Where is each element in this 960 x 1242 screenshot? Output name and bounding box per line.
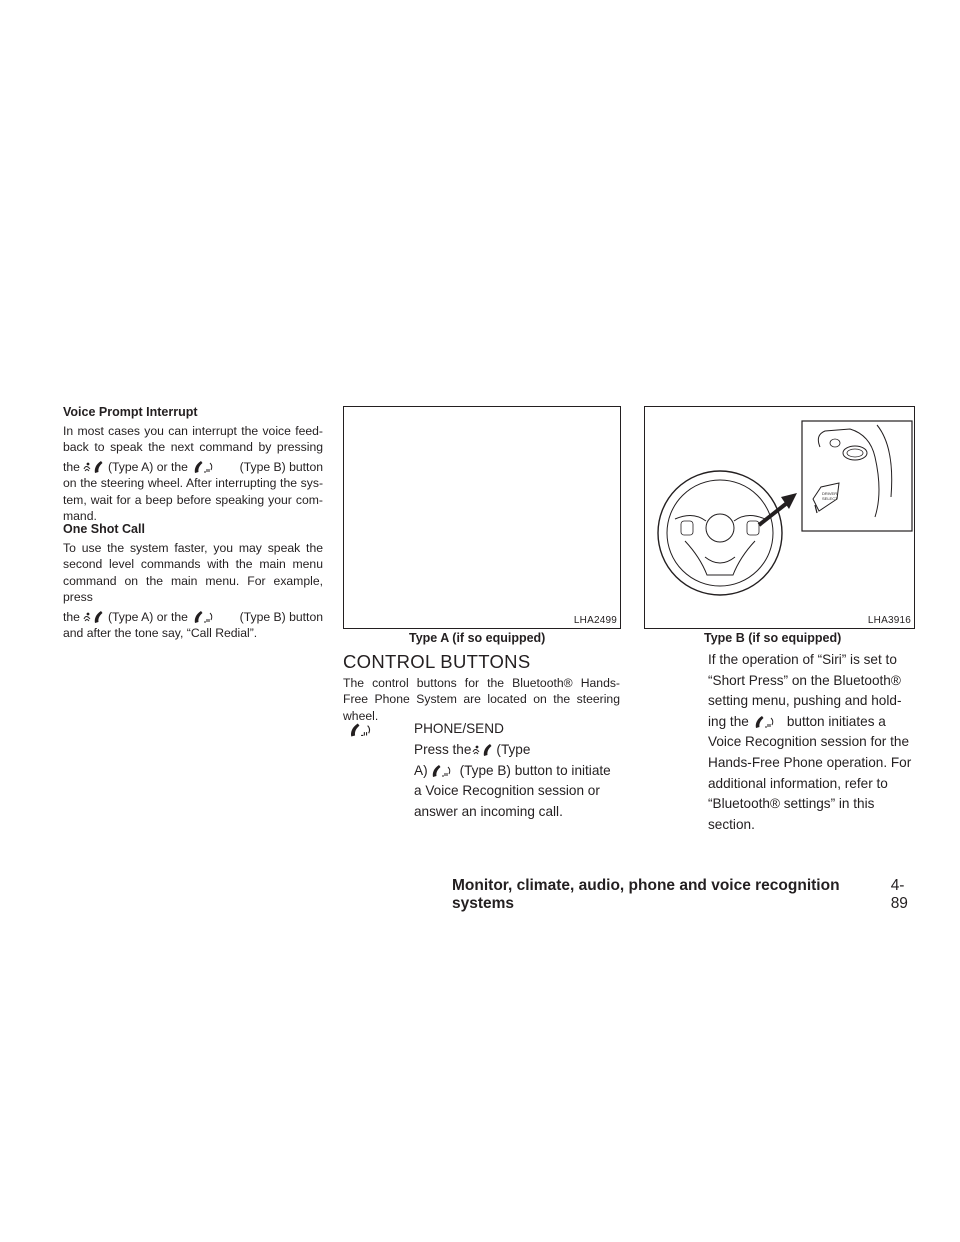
paragraph-siri-setting [708,650,923,835]
text-fragment: (Type [496,742,531,757]
phone-send-icon [192,460,214,474]
text-fragment: (Type B) button [239,459,323,474]
figure-caption-type-a: Type A (if so equipped) [409,631,546,645]
text-line: on the steering wheel. After interrupting the sys- [63,476,323,491]
text-line: a Voice Recognition session or [414,783,600,799]
text-fragment: button initiates a [786,713,886,729]
text-fragment: A) [414,762,428,778]
text-line: “Bluetooth® settings” in this [708,796,875,812]
text-line-with-icons [708,712,923,733]
figure-caption-type-b: Type B (if so equipped) [704,631,842,645]
text-line: second level commands with the main menu [63,557,323,572]
text-line: and after the tone say, “Call Redial”. [63,626,258,641]
text-line: setting menu, pushing and hold- [708,693,902,709]
page-footer [452,877,920,913]
text-line: The control buttons for the Bluetooth® Hands- [343,676,620,690]
figure-type-b [644,406,915,629]
text-line: command on the main menu. For example, press [63,573,323,605]
item-description-phone-send [414,740,624,822]
paragraph-control-buttons [343,675,620,724]
text-line: To use the system faster, you may speak the [63,541,323,555]
paragraph-voice-prompt-interrupt [63,423,323,524]
text-line: tem, wait for a beep before speaking your com- [63,492,323,507]
text-line: section. [708,816,755,832]
text-line: “Short Press” on the Bluetooth® [708,672,901,688]
text-fragment: Press the [414,742,472,757]
text-line-with-icons [414,761,624,782]
phone-send-icon [753,715,775,729]
page-number: 4-89 [890,877,908,912]
text-fragment: the [63,609,80,624]
text-line: In most cases you can interrupt the voice feed- [63,424,323,438]
text-line: mand. [63,509,97,524]
figure-code: LHA3916 [867,615,911,626]
text-line: additional information, refer to [708,775,888,791]
footer-section-title: Monitor, climate, audio, phone and voice recognition systems [452,877,840,912]
text-line-with-icons [414,740,624,761]
inset-label-line2: SELECT [822,496,838,501]
text-line: Voice Recognition session for the [708,734,910,750]
heading-one-shot-call: One Shot Call [63,522,145,536]
steering-wheel-illustration [645,407,914,628]
text-fragment: (Type A) or the [107,459,188,474]
phone-send-icon [348,722,372,738]
text-fragment: (Type A) or the [107,609,188,624]
phone-talk-icon [82,610,104,624]
heading-voice-prompt-interrupt: Voice Prompt Interrupt [63,405,198,419]
phone-send-icon [192,610,214,624]
figure-code: LHA2499 [573,615,617,626]
text-line: If the operation of “Siri” is set to [708,652,897,667]
text-line: answer an incoming call. [414,803,563,819]
figure-type-a [343,406,621,629]
text-fragment: (Type B) button to initiate [459,762,611,778]
phone-talk-icon [471,743,493,757]
text-line: wheel. [343,708,379,723]
heading-control-buttons: CONTROL BUTTONS [343,651,531,672]
phone-talk-icon [82,460,104,474]
text-line-with-icons [63,609,323,625]
text-line: back to speak the next command by pressing [63,440,323,455]
text-line: Free Phone System are located on the steering [343,692,620,707]
text-line-with-icons [63,459,323,475]
phone-send-icon [430,764,452,778]
inset-label-line1: DRIVER [822,491,838,496]
text-fragment: (Type B) button [239,609,323,624]
text-line: Hands-Free Phone operation. For [708,754,912,770]
text-fragment: the [63,459,80,474]
paragraph-one-shot-call [63,540,323,641]
text-fragment: ing the [708,713,749,729]
item-label-phone-send: PHONE/SEND [414,721,504,736]
